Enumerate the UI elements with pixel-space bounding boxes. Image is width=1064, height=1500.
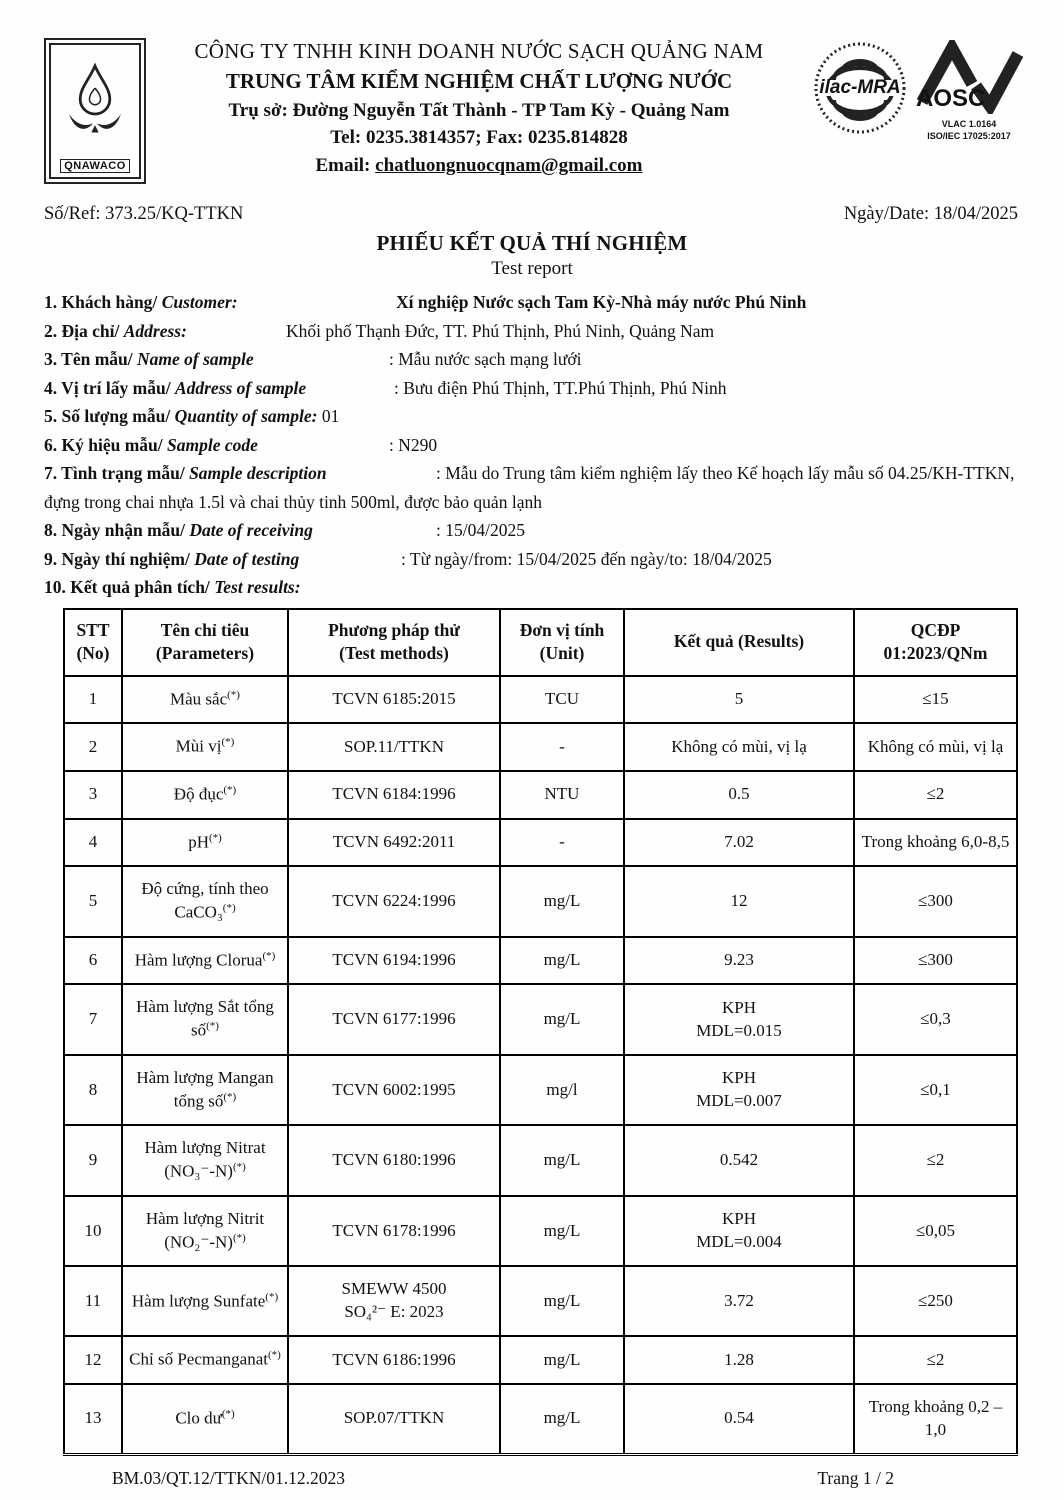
cell-no: 2 bbox=[64, 723, 122, 771]
cell-result: 7.02 bbox=[624, 819, 854, 867]
report-title-en: Test report bbox=[491, 258, 573, 279]
table-row bbox=[64, 1055, 1017, 1126]
cell-result: 12 bbox=[624, 866, 854, 937]
results-table bbox=[63, 608, 1018, 1456]
col-header-unit: Đơn vị tính (Unit) bbox=[500, 609, 624, 676]
cell-unit: - bbox=[500, 819, 624, 867]
table-row bbox=[64, 771, 1017, 819]
document-ref: Số/Ref: 373.25/KQ-TTKN bbox=[44, 204, 244, 224]
cell-method: TCVN 6178:1996 bbox=[288, 1196, 500, 1267]
info-test-results-heading: 10. Kết quả phân tích/ Test results: bbox=[44, 577, 301, 597]
cell-parameter: Độ cứng, tính theo CaCO₃(*) bbox=[122, 866, 288, 937]
table-row bbox=[64, 937, 1017, 985]
cell-method: TCVN 6185:2015 bbox=[288, 676, 500, 724]
aosc-vlac-number: VLAC 1.0164 bbox=[941, 119, 997, 129]
cell-no: 6 bbox=[64, 937, 122, 985]
water-drop-hands-icon bbox=[58, 45, 132, 159]
cell-unit: NTU bbox=[500, 771, 624, 819]
letterhead bbox=[0, 0, 1064, 184]
cell-method: TCVN 6184:1996 bbox=[288, 771, 500, 819]
form-code: BM.03/QT.12/TTKN/01.12.2023 bbox=[112, 1467, 346, 1488]
info-sample-quantity: 5. Số lượng mẫu/ Quantity of sample: 01 bbox=[44, 406, 340, 426]
cell-parameter: Màu sắc(*) bbox=[122, 676, 288, 724]
info-address: 2. Địa chỉ/ Address: Khối phố Thạnh Đức, TT. Phú Thịnh, Phú Ninh, Quảng Nam bbox=[44, 320, 715, 341]
info-date-testing: 9. Ngày thí nghiệm/ Date of testing : Từ ngày/from: 15/04/2025 đến ngày/to: 18/04/2025 bbox=[44, 548, 772, 569]
cell-limit: ≤250 bbox=[854, 1266, 1017, 1336]
cell-unit: mg/L bbox=[500, 1196, 624, 1267]
cell-unit: mg/L bbox=[500, 866, 624, 937]
cell-limit: ≤300 bbox=[854, 937, 1017, 985]
table-row bbox=[64, 1196, 1017, 1267]
cell-no: 7 bbox=[64, 984, 122, 1055]
results-table-body bbox=[64, 676, 1017, 1454]
cell-limit: Trong khoảng 6,0-8,5 bbox=[854, 819, 1017, 867]
cell-parameter: pH(*) bbox=[122, 819, 288, 867]
table-row bbox=[64, 723, 1017, 771]
cell-method: TCVN 6177:1996 bbox=[288, 984, 500, 1055]
document-date: Ngày/Date: 18/04/2025 bbox=[843, 204, 1018, 224]
cell-unit: mg/L bbox=[500, 1384, 624, 1454]
cell-limit: ≤300 bbox=[854, 866, 1017, 937]
info-date-receiving: 8. Ngày nhận mẫu/ Date of receiving : 15/04/2025 bbox=[44, 520, 525, 540]
ilac-mra-seal-icon bbox=[812, 40, 908, 136]
cell-no: 9 bbox=[64, 1125, 122, 1196]
cell-limit: ≤2 bbox=[854, 1336, 1017, 1384]
info-sample-name: 3. Tên mẫu/ Name of sample : Mẫu nước sạch mạng lưới bbox=[44, 349, 582, 369]
cell-no: 5 bbox=[64, 866, 122, 937]
page-number: Trang 1 / 2 bbox=[817, 1467, 894, 1488]
cell-no: 4 bbox=[64, 819, 122, 867]
cell-parameter: Mùi vị(*) bbox=[122, 723, 288, 771]
cell-no: 3 bbox=[64, 771, 122, 819]
info-sample-description: 7. Tình trạng mẫu/ Sample description : Mẫu do Trung tâm kiểm nghiệm lấy theo Kế hoạch lấy mẫu số 04.25/KH-TTKN, đựng trong chai nhựa 1.5l và chai thủy tinh 500ml, được bảo quản lạnh bbox=[44, 463, 1015, 512]
cell-parameter: Hàm lượng Sắt tổng số(*) bbox=[122, 984, 288, 1055]
sample-info-section bbox=[0, 280, 1064, 602]
cell-result: 0.54 bbox=[624, 1384, 854, 1454]
col-header-parameters: Tên chỉ tiêu (Parameters) bbox=[122, 609, 288, 676]
table-row bbox=[64, 1266, 1017, 1336]
cell-result: 0.542 bbox=[624, 1125, 854, 1196]
cell-no: 12 bbox=[64, 1336, 122, 1384]
cell-parameter: Độ đục(*) bbox=[122, 771, 288, 819]
tel-fax: Tel: 0235.3814357; Fax: 0235.814828 bbox=[330, 127, 628, 149]
cell-method: SMEWW 4500 SO₄²⁻ E: 2023 bbox=[288, 1266, 500, 1336]
cell-unit: mg/L bbox=[500, 937, 624, 985]
cell-result: 5 bbox=[624, 676, 854, 724]
company-name: CÔNG TY TNHH KINH DOANH NƯỚC SẠCH QUẢNG NAM bbox=[194, 39, 764, 63]
cell-limit: ≤2 bbox=[854, 1125, 1017, 1196]
cell-method: SOP.11/TTKN bbox=[288, 723, 500, 771]
cell-no: 10 bbox=[64, 1196, 122, 1267]
cell-method: TCVN 6194:1996 bbox=[288, 937, 500, 985]
aosc-logo bbox=[914, 40, 1024, 142]
info-sample-code: 6. Ký hiệu mẫu/ Sample code : N290 bbox=[44, 434, 438, 455]
email-line bbox=[146, 152, 812, 180]
col-header-results: Kết quả (Results) bbox=[624, 609, 854, 676]
cell-method: TCVN 6002:1995 bbox=[288, 1055, 500, 1126]
report-title-vi: PHIẾU KẾT QUẢ THÍ NGHIỆM bbox=[376, 231, 688, 255]
cell-no: 13 bbox=[64, 1384, 122, 1454]
info-customer: 1. Khách hàng/ Customer: Xí nghiệp Nước sạch Tam Kỳ-Nhà máy nước Phú Ninh bbox=[44, 292, 807, 312]
cell-no: 11 bbox=[64, 1266, 122, 1336]
cell-result: KPH MDL=0.004 bbox=[624, 1196, 854, 1267]
table-row bbox=[64, 1336, 1017, 1384]
cell-method: SOP.07/TTKN bbox=[288, 1384, 500, 1454]
cell-result: 0.5 bbox=[624, 771, 854, 819]
cell-parameter: Chỉ số Pecmanganat(*) bbox=[122, 1336, 288, 1384]
cell-method: TCVN 6224:1996 bbox=[288, 866, 500, 937]
cell-no: 8 bbox=[64, 1055, 122, 1126]
cell-limit: ≤15 bbox=[854, 676, 1017, 724]
cell-unit: mg/L bbox=[500, 1336, 624, 1384]
cell-limit: ≤2 bbox=[854, 771, 1017, 819]
cell-unit: mg/L bbox=[500, 1125, 624, 1196]
svg-text:AOSC: AOSC bbox=[916, 85, 986, 112]
email-link[interactable]: chatluongnuocqnam@gmail.com bbox=[375, 154, 643, 176]
cell-result: 1.28 bbox=[624, 1336, 854, 1384]
cell-parameter: Clo dư(*) bbox=[122, 1384, 288, 1454]
table-row bbox=[64, 819, 1017, 867]
col-header-no: STT (No) bbox=[64, 609, 122, 676]
cell-result: KPH MDL=0.007 bbox=[624, 1055, 854, 1126]
cell-unit: mg/L bbox=[500, 1266, 624, 1336]
cell-unit: mg/L bbox=[500, 984, 624, 1055]
cell-unit: TCU bbox=[500, 676, 624, 724]
email-label: Email: bbox=[315, 154, 376, 176]
info-sample-address: 4. Vị trí lấy mẫu/ Address of sample : Bưu điện Phú Thịnh, TT.Phú Thịnh, Phú Ninh bbox=[44, 377, 727, 398]
table-row bbox=[64, 866, 1017, 937]
accreditation-logos bbox=[812, 40, 1024, 142]
cell-limit: Trong khoảng 0,2 – 1,0 bbox=[854, 1384, 1017, 1454]
cell-parameter: Hàm lượng Mangan tổng số(*) bbox=[122, 1055, 288, 1126]
cell-parameter: Hàm lượng Nitrit (NO₂⁻-N)(*) bbox=[122, 1196, 288, 1267]
cell-limit: Không có mùi, vị lạ bbox=[854, 723, 1017, 771]
qnawaco-logo-caption: QNAWACO bbox=[60, 159, 130, 173]
cell-method: TCVN 6180:1996 bbox=[288, 1125, 500, 1196]
cell-limit: ≤0,3 bbox=[854, 984, 1017, 1055]
table-row bbox=[64, 1125, 1017, 1196]
table-row bbox=[64, 676, 1017, 724]
qnawaco-logo bbox=[44, 38, 146, 184]
cell-result: Không có mùi, vị lạ bbox=[624, 723, 854, 771]
col-header-test-methods: Phương pháp thử (Test methods) bbox=[288, 609, 500, 676]
cell-unit: - bbox=[500, 723, 624, 771]
svg-text:ilac-MRA: ilac-MRA bbox=[819, 77, 901, 98]
cell-result: 9.23 bbox=[624, 937, 854, 985]
page-footer bbox=[0, 1456, 1064, 1489]
cell-result: KPH MDL=0.015 bbox=[624, 984, 854, 1055]
aosc-iso-number: ISO/IEC 17025:2017 bbox=[927, 130, 1011, 141]
col-header-limit: QCĐP 01:2023/QNm bbox=[854, 609, 1017, 676]
table-row bbox=[64, 984, 1017, 1055]
cell-parameter: Hàm lượng Nitrat (NO₃⁻-N)(*) bbox=[122, 1125, 288, 1196]
cell-method: TCVN 6492:2011 bbox=[288, 819, 500, 867]
aosc-check-icon bbox=[914, 40, 1024, 114]
center-name: TRUNG TÂM KIỂM NGHIỆM CHẤT LƯỢNG NƯỚC bbox=[225, 69, 733, 94]
cell-limit: ≤0,05 bbox=[854, 1196, 1017, 1267]
results-table-header-row bbox=[64, 609, 1017, 676]
table-row bbox=[64, 1384, 1017, 1454]
ilac-mra-logo bbox=[812, 40, 908, 141]
cell-parameter: Hàm lượng Sunfate(*) bbox=[122, 1266, 288, 1336]
cell-method: TCVN 6186:1996 bbox=[288, 1336, 500, 1384]
cell-no: 1 bbox=[64, 676, 122, 724]
cell-result: 3.72 bbox=[624, 1266, 854, 1336]
letterhead-text bbox=[146, 34, 812, 180]
head-office-address: Trụ sở: Đường Nguyễn Tất Thành - TP Tam Kỳ - Quảng Nam bbox=[228, 99, 730, 121]
cell-unit: mg/l bbox=[500, 1055, 624, 1126]
cell-parameter: Hàm lượng Clorua(*) bbox=[122, 937, 288, 985]
ref-date-line bbox=[0, 184, 1064, 225]
cell-limit: ≤0,1 bbox=[854, 1055, 1017, 1126]
